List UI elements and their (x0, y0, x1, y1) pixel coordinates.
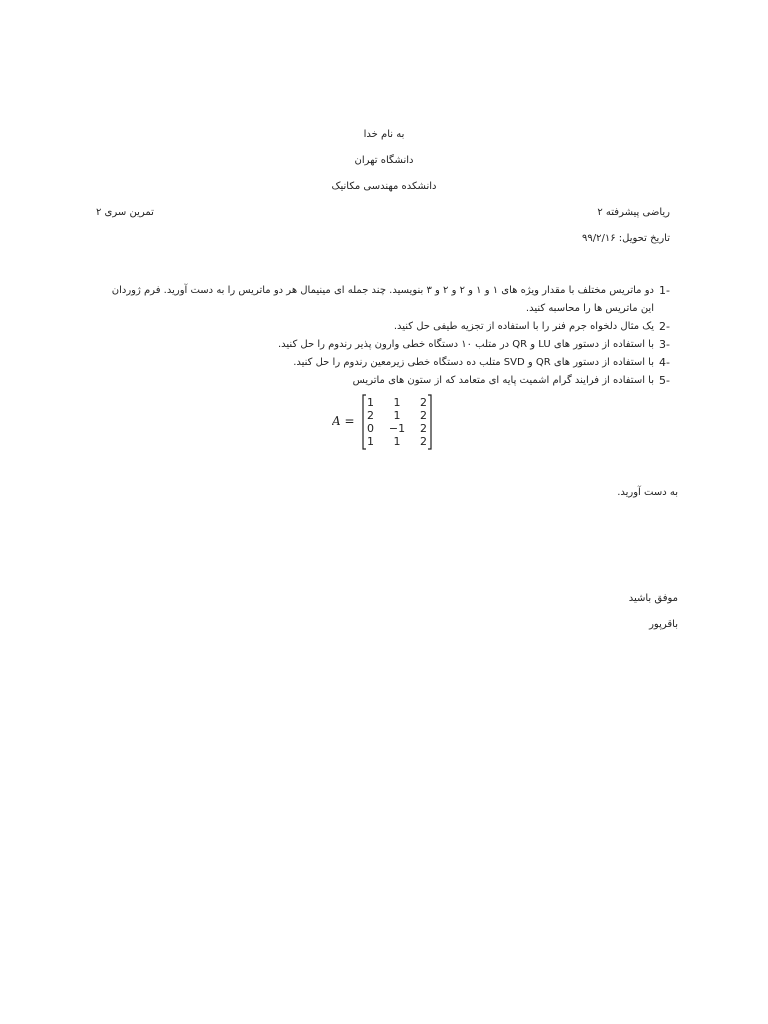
matrix-cell: 1 (393, 396, 401, 409)
closing-wish: موفق باشید (628, 593, 678, 604)
list-item (96, 318, 670, 336)
list-item (96, 372, 670, 390)
matrix-cell: 1 (367, 396, 374, 409)
instructor-signature: باقرپور (649, 619, 678, 630)
header-university: دانشگاه تهران (354, 155, 414, 166)
matrix-cell: 2 (420, 409, 427, 422)
matrix-cell: 1 (393, 409, 401, 422)
right-bracket (428, 395, 431, 449)
assignment-title: تمرین سری ۲ (96, 207, 154, 218)
matrix-cell: 2 (420, 396, 427, 409)
list-item (96, 354, 670, 372)
question-text: با استفاده از فرایند گرام اشمیت پایه ای متعامد که از ستون های ماتریس (352, 375, 654, 386)
header-faculty: دانشکده مهندسی مکانیک (331, 181, 437, 192)
matrix-cell: 2 (420, 422, 427, 435)
question-number: 2- (659, 320, 670, 333)
matrix-svg (332, 393, 442, 451)
matrix-cell: 2 (367, 409, 374, 422)
list-item (96, 336, 670, 354)
left-bracket (363, 395, 366, 449)
matrix-cell: 0 (367, 422, 374, 435)
question-text: دو ماتریس مختلف با مقدار ویژه های ۱ و ۱ و ۲ و ۲ و ۳ بنویسید. چند جمله ای مینیمال هر دو ماتریس را به دست آورید. فرم ژوردان این ماتریس ها را محاسبه کنید. (111, 285, 654, 314)
header-bismillah: به نام خدا (363, 129, 405, 140)
course-name: ریاضی پیشرفته ۲ (597, 207, 670, 218)
question-text: یک مثال دلخواه جرم فنر را با استفاده از تجزیه طیفی حل کنید. (393, 321, 654, 332)
question-number: 3- (659, 338, 670, 351)
matrix-label: A = (332, 414, 355, 428)
question-text: با استفاده از دستور های LU و QR در متلب ۱۰ دستگاه خطی وارون پذیر رندوم را حل کنید. (277, 339, 654, 350)
due-date: تاریخ تحویل: ۹۹/۲/۱۶ (582, 233, 670, 244)
question-list (96, 282, 670, 390)
question-number: 5- (659, 374, 670, 387)
matrix-cell: 1 (367, 435, 374, 448)
question-text: با استفاده از دستور های QR و SVD متلب ده دستگاه خطی زیرمعین رندوم را حل کنید. (293, 357, 654, 368)
matrix-cell: 1 (393, 435, 401, 448)
matrix-cell: 2 (420, 435, 427, 448)
question-5-continuation: به دست آورید. (617, 487, 678, 498)
matrix-equation (332, 393, 442, 451)
question-number: 4- (659, 356, 670, 369)
question-number: 1- (659, 284, 670, 297)
list-item (96, 282, 670, 318)
matrix-cell: −1 (388, 422, 406, 435)
